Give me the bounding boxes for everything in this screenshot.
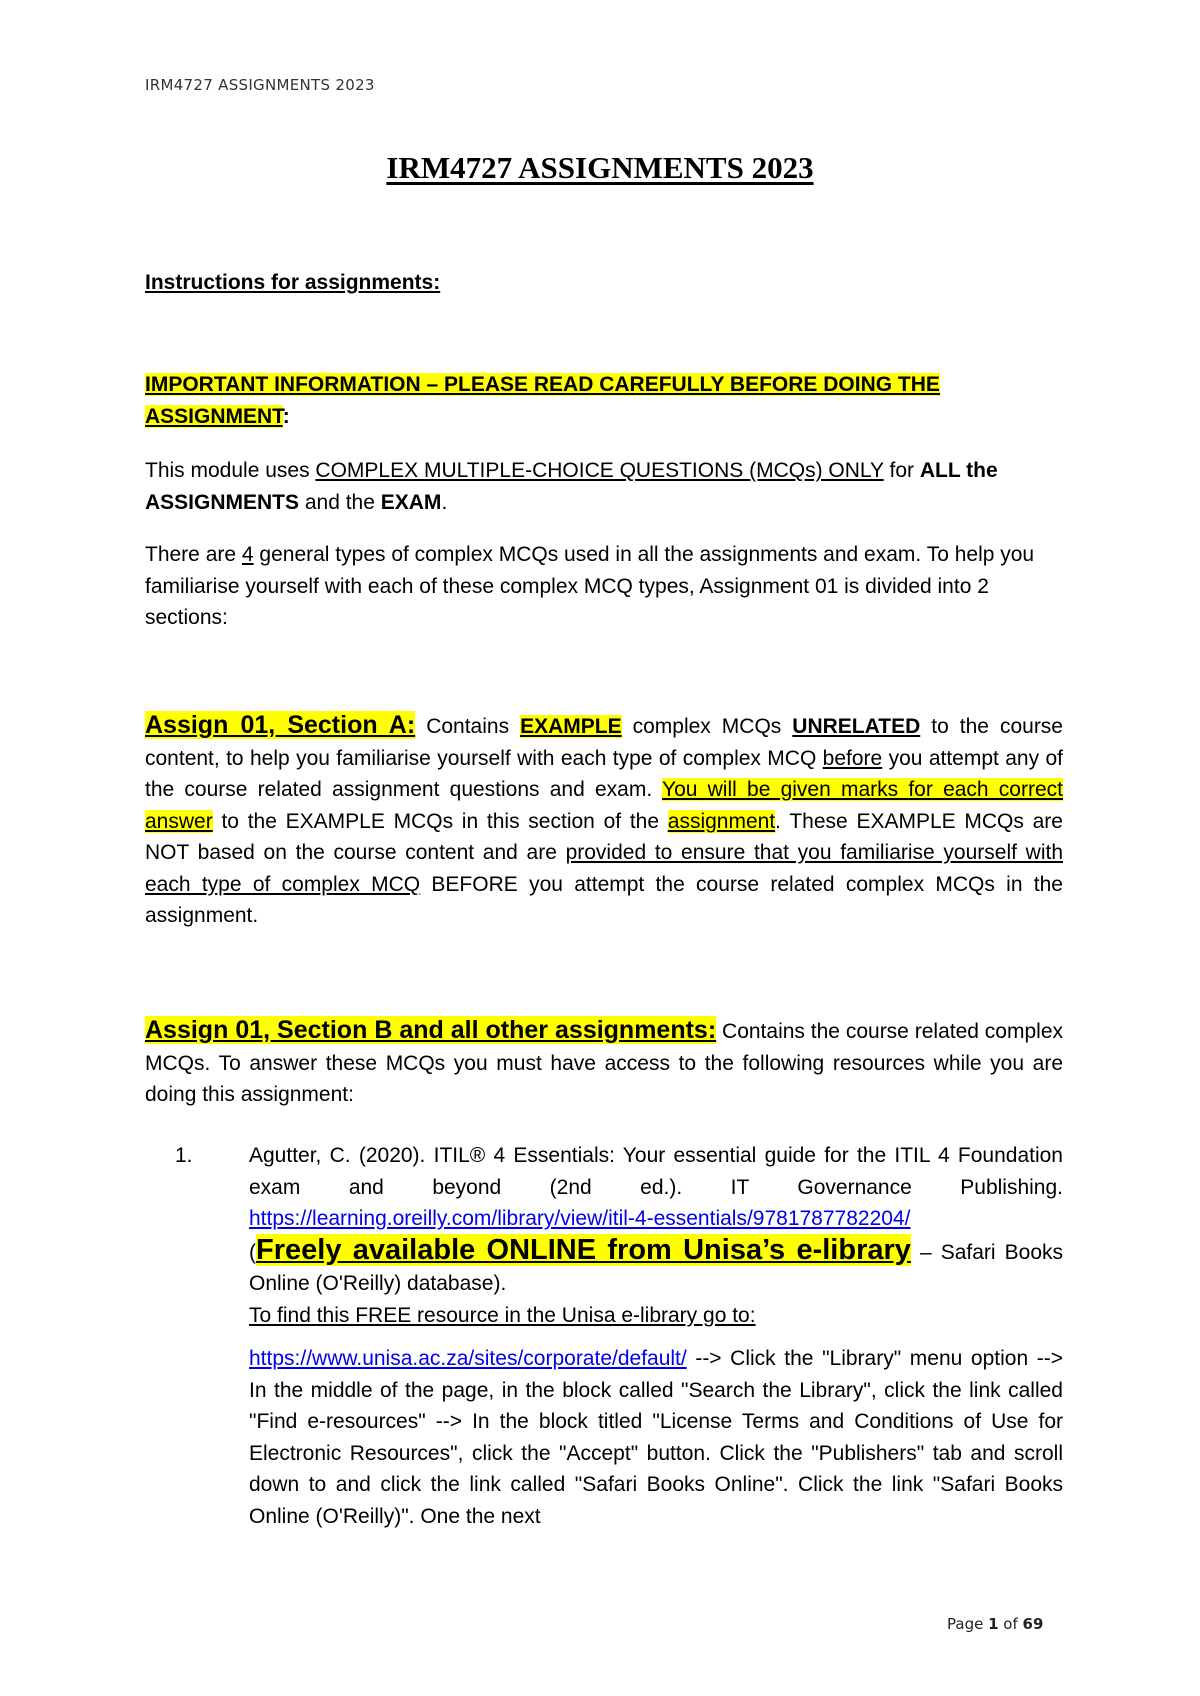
section-a-heading: Assign 01, Section A: (145, 711, 416, 739)
paragraph-mcq-types: There are 4 general types of complex MCQs used in all the assignments and exam. To help you familiarise yourself with each of these complex MCQ types, Assignment 01 is divided into 2 sections: (145, 543, 1035, 629)
navigation-instructions: --> Click the "Library" menu option --> In the middle of the page, in the block called "Search the Library", click the link called "Find e-resources" --> In the block titled "License Terms and Conditions of Use for Electronic Resources", click the "Accept" button. Click the "Publishers" tab and scroll down to and click the link called "Safari Books Online". Click the link "Safari Books Online (O'Reilly)". One the next (249, 1347, 1063, 1528)
resources-list (145, 1140, 1063, 1532)
find-resource-label: To find this FREE resource in the Unisa e-library go to: (249, 1303, 756, 1327)
reference-link[interactable]: https://learning.oreilly.com/library/view/itil-4-essentials/9781787782204/ (249, 1207, 911, 1230)
important-notice: IMPORTANT INFORMATION – PLEASE READ CAREFULLY BEFORE DOING THE ASSIGNMENT: (145, 373, 940, 428)
list-item (145, 1140, 1063, 1532)
unisa-link[interactable]: https://www.unisa.ac.za/sites/corporate/default/ (249, 1347, 687, 1370)
availability-note: Freely available ONLINE from Unisa’s e-library (256, 1233, 911, 1266)
reference-citation: Agutter, C. (2020). ITIL® 4 Essentials: Your essential guide for the ITIL 4 Foundation exam and beyond (2nd ed.). IT Governance Publishing. (249, 1144, 1063, 1199)
section-b-paragraph: Assign 01, Section B and all other assignments: Contains the course related complex MCQs. To answer these MCQs you must have access to the following resources while you are doing this assignment: (145, 1016, 1063, 1106)
important-notice-text: IMPORTANT INFORMATION – PLEASE READ CAREFULLY BEFORE DOING THE ASSIGNMENT (145, 373, 940, 428)
list-item-number: 1. (175, 1144, 193, 1167)
page-number: Page 1 of 69 (947, 1615, 1044, 1633)
instructions-heading: Instructions for assignments: (145, 271, 441, 294)
running-header: IRM4727 ASSIGNMENTS 2023 (145, 76, 375, 94)
section-b-heading: Assign 01, Section B and all other assignments: (145, 1016, 717, 1044)
document-title: IRM4727 ASSIGNMENTS 2023 (386, 150, 814, 185)
section-a-paragraph: Assign 01, Section A: Contains EXAMPLE complex MCQs UNRELATED to the course content, to help you familiarise yourself with each type of complex MCQ before you attempt any of the course related assignment questions and exam. You will be given marks for each correct answer to the EXAMPLE MCQs in this section of the assignment. These EXAMPLE MCQs are NOT based on the course content and are provided to ensure that you familiarise yourself with each type of complex MCQ BEFORE you attempt the course related complex MCQs in the assignment. (145, 711, 1063, 927)
list-item-body: Agutter, C. (2020). ITIL® 4 Essentials: Your essential guide for the ITIL 4 Foundation exam and beyond (2nd ed.). IT Governance Publishing. https://learning.oreilly.com/library/view/itil-4-essentials/9781787782204/ (Freely available ONLINE from Unisa’s e-library – Safari Books Online (O'Reilly) database). To find this FREE resource in the Unisa e-library go to: https://www.unisa.ac.za/sites/corporate/default/ --> Click the "Library" menu option --> In the middle of the page, in the block called "Search the Library", click the link called "Find e-resources" --> In the block titled "License Terms and Conditions of Use for Electronic Resources", click the "Accept" button. Click the "Publishers" tab and scroll down to and click the link called "Safari Books Online". Click the link "Safari Books Online (O'Reilly)". One the next (249, 1144, 1064, 1528)
paragraph-mcq-usage: This module uses COMPLEX MULTIPLE-CHOICE QUESTIONS (MCQs) ONLY for ALL the ASSIGNMENTS and the EXAM. (145, 459, 998, 514)
